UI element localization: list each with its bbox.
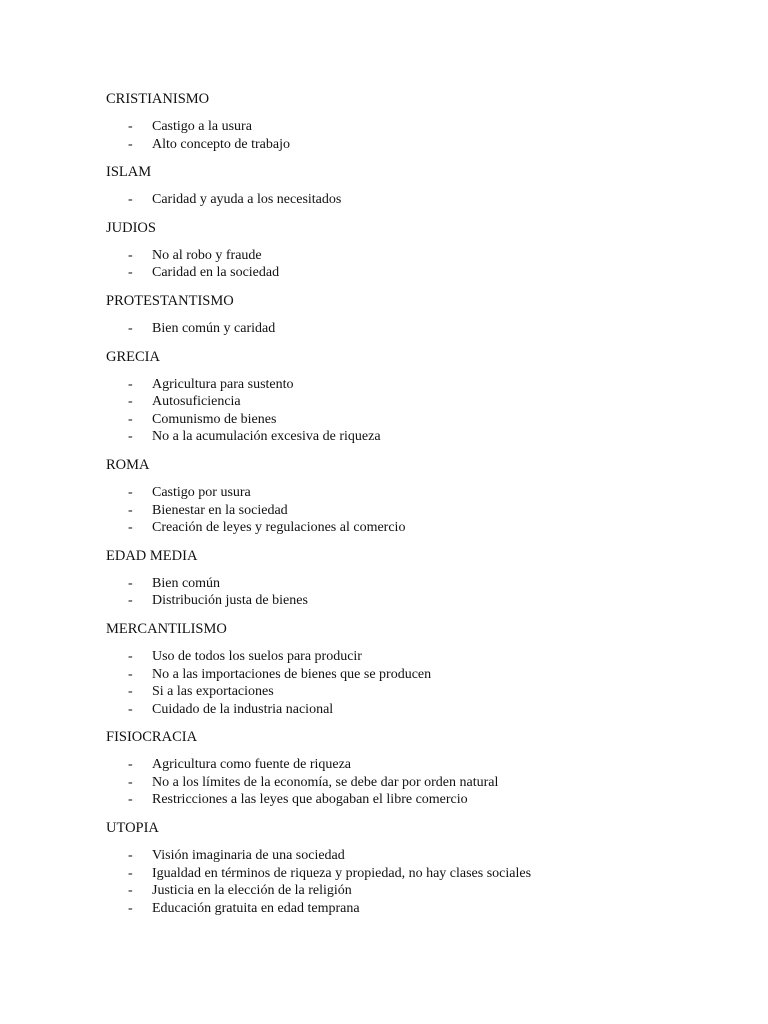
- dash-bullet: -: [128, 320, 133, 336]
- list-item-text: Caridad y ayuda a los necesitados: [152, 192, 342, 208]
- list-item: [106, 900, 726, 918]
- dash-bullet: -: [128, 792, 133, 808]
- list-item: [106, 264, 726, 282]
- section: [106, 547, 726, 610]
- list-item: [106, 666, 726, 684]
- section-heading: EDAD MEDIA: [106, 547, 198, 564]
- list-item-text: Bien común: [152, 575, 221, 591]
- dash-bullet: -: [128, 774, 133, 790]
- list-item: [106, 648, 726, 666]
- section: [106, 348, 726, 446]
- list-item: [106, 136, 726, 154]
- list-item-text: Castigo a la usura: [152, 119, 252, 134]
- document-page: [106, 90, 726, 917]
- bullet-list: [106, 376, 726, 446]
- dash-bullet: -: [128, 520, 133, 536]
- bullet-list: [106, 847, 726, 917]
- section: [106, 620, 726, 718]
- dash-bullet: -: [128, 411, 133, 427]
- dash-bullet: -: [128, 484, 133, 500]
- list-item: [106, 428, 726, 446]
- section-heading: UTOPIA: [106, 820, 159, 837]
- list-item: [106, 191, 726, 209]
- list-item-text: Cuidado de la industria nacional: [152, 701, 334, 717]
- list-item-text: No a la acumulación excesiva de riqueza: [152, 429, 381, 445]
- section: [106, 292, 726, 338]
- list-item-text: Agricultura como fuente de riqueza: [152, 757, 352, 773]
- list-item: [106, 320, 726, 338]
- dash-bullet: -: [128, 136, 133, 152]
- list-item-text: Justicia en la elección de la religión: [152, 883, 352, 899]
- list-item: [106, 519, 726, 537]
- list-item: [106, 247, 726, 265]
- section: [106, 163, 726, 209]
- dash-bullet: -: [128, 865, 133, 881]
- list-item-text: Agricultura para sustento: [152, 376, 294, 392]
- list-item: [106, 393, 726, 411]
- bullet-list: [106, 756, 726, 809]
- list-item: [106, 502, 726, 520]
- section-heading: ISLAM: [106, 164, 152, 181]
- dash-bullet: -: [128, 757, 133, 773]
- bullet-list: [106, 247, 726, 282]
- dash-bullet: -: [128, 502, 133, 518]
- list-item: [106, 376, 726, 394]
- list-item-text: Restricciones a las leyes que abogaban el libre comercio: [152, 792, 468, 808]
- dash-bullet: -: [128, 429, 133, 445]
- dash-bullet: -: [128, 701, 133, 717]
- list-item-text: No al robo y fraude: [152, 247, 262, 263]
- list-item: [106, 791, 726, 809]
- dash-bullet: -: [128, 900, 133, 916]
- dash-bullet: -: [128, 575, 133, 591]
- section: [106, 728, 726, 809]
- dash-bullet: -: [128, 593, 133, 609]
- list-item: [106, 484, 726, 502]
- bullet-list: [106, 575, 726, 610]
- list-item: [106, 683, 726, 701]
- section-heading: JUDIOS: [106, 219, 156, 236]
- list-item-text: Educación gratuita en edad temprana: [152, 900, 360, 916]
- section-heading: FISIOCRACIA: [106, 729, 198, 746]
- section-heading: MERCANTILISMO: [106, 620, 227, 637]
- list-item: [106, 865, 726, 883]
- list-item: [106, 118, 726, 136]
- list-item-text: Comunismo de bienes: [152, 411, 277, 427]
- list-item: [106, 411, 726, 429]
- list-item-text: Bienestar en la sociedad: [152, 502, 288, 518]
- dash-bullet: -: [128, 648, 133, 664]
- dash-bullet: -: [128, 848, 133, 864]
- bullet-list: [106, 484, 726, 537]
- dash-bullet: -: [128, 666, 133, 682]
- bullet-list: [106, 118, 726, 153]
- dash-bullet: -: [128, 376, 133, 392]
- section-heading: CRISTIANISMO: [106, 91, 210, 107]
- section: [106, 819, 726, 917]
- list-item: [106, 882, 726, 900]
- dash-bullet: -: [128, 192, 133, 208]
- list-item: [106, 701, 726, 719]
- list-item: [106, 575, 726, 593]
- dash-bullet: -: [128, 265, 133, 281]
- list-item: [106, 847, 726, 865]
- bullet-list: [106, 320, 726, 338]
- list-item-text: Alto concepto de trabajo: [152, 136, 291, 152]
- list-item-text: Distribución justa de bienes: [152, 593, 308, 609]
- bullet-list: [106, 191, 726, 209]
- section: [106, 219, 726, 282]
- dash-bullet: -: [128, 883, 133, 899]
- list-item-text: No a los límites de la economía, se debe dar por orden natural: [152, 774, 499, 790]
- section-heading: GRECIA: [106, 348, 160, 365]
- section-heading: PROTESTANTISMO: [106, 292, 234, 309]
- list-item-text: Caridad en la sociedad: [152, 265, 280, 281]
- list-item: [106, 592, 726, 610]
- section-heading: ROMA: [106, 456, 150, 473]
- list-item-text: Creación de leyes y regulaciones al comercio: [152, 520, 406, 536]
- section: [106, 456, 726, 537]
- dash-bullet: -: [128, 247, 133, 263]
- list-item-text: No a las importaciones de bienes que se producen: [152, 666, 432, 682]
- list-item-text: Si a las exportaciones: [152, 684, 274, 700]
- list-item: [106, 756, 726, 774]
- dash-bullet: -: [128, 684, 133, 700]
- list-item-text: Bien común y caridad: [152, 320, 276, 336]
- bullet-list: [106, 648, 726, 718]
- list-item: [106, 774, 726, 792]
- list-item-text: Visión imaginaria de una sociedad: [152, 848, 345, 864]
- list-item-text: Castigo por usura: [152, 484, 251, 500]
- list-item-text: Autosuficiencia: [152, 394, 241, 410]
- dash-bullet: -: [128, 394, 133, 410]
- dash-bullet: -: [128, 119, 133, 134]
- section: [106, 90, 726, 153]
- list-item-text: Igualdad en términos de riqueza y propiedad, no hay clases sociales: [152, 865, 532, 881]
- list-item-text: Uso de todos los suelos para producir: [152, 648, 362, 664]
